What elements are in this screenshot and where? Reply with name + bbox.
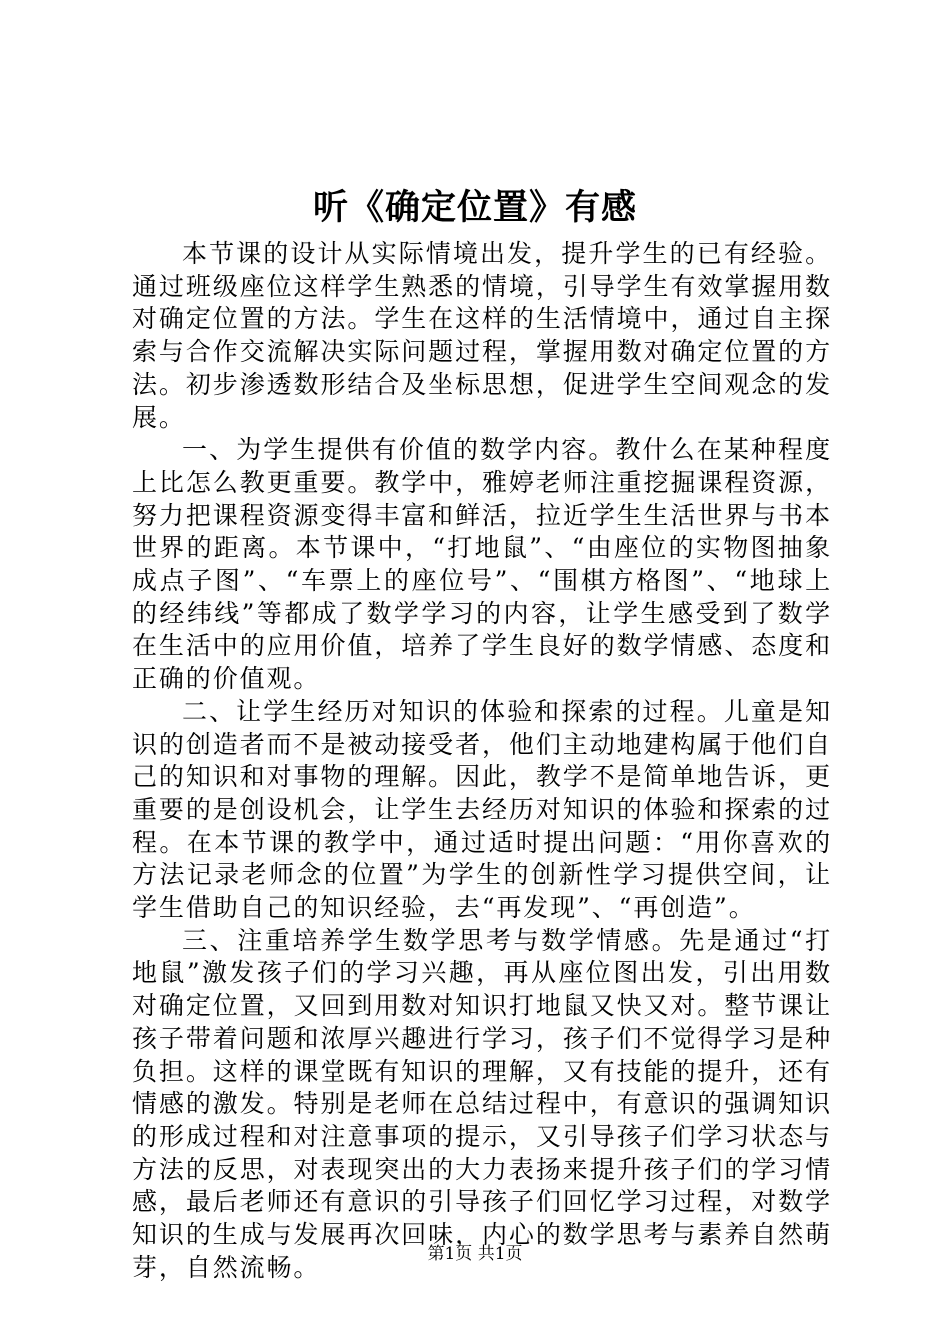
paragraph-point-three: 三、注重培养学生数学思考与数学情感。先是通过“打地鼠”激发孩子们的学习兴趣，再从座位图出发，引出用数对确定位置，又回到用数对知识打地鼠又快又对。整节课让孩子带着问题和浓厚兴趣进行学习，孩子们不觉得学习是种负担。这样的课堂既有知识的理解，又有技能的提升，还有情感的激发。特别是老师在总结过程中，有意识的强调知识的形成过程和对注意事项的提示，又引导孩子们学习状态与方法的反思，对表现突出的大力表扬来提升孩子们的学习情感，最后老师还有意识的引导孩子们回忆学习过程，对数学知识的生成与发展再次回味，内心的数学思考与素养自然萌芽，自然流畅。 xyxy=(132,925,832,1282)
document-title: 听《确定位置》有感 xyxy=(312,188,637,228)
paragraph-point-two: 二、让学生经历对知识的体验和探索的过程。儿童是知识的创造者而不是被动接受者，他们主动地建构属于他们自己的知识和对事物的理解。因此，教学不是简单地告诉，更重要的是创设机会，让学生去经历对知识的体验和探索的过程。在本节课的教学中，通过适时提出问题：“用你喜欢的方法记录老师念的位置”为学生的创新性学习提供空间，让学生借助自己的知识经验，去“再发现”、“再创造”。 xyxy=(132,696,832,923)
document-body xyxy=(132,238,832,1285)
paragraph-point-one: 一、为学生提供有价值的数学内容。教什么在某种程度上比怎么教更重要。教学中，雅婷老师注重挖掘课程资源，努力把课程资源变得丰富和鲜活，拉近学生生活世界与书本世界的距离。本节课中，“打地鼠”、“由座位的实物图抽象成点子图”、“车票上的座位号”、“围棋方格图”、“地球上的经纬线”等都成了数学学习的内容，让学生感受到了数学在生活中的应用价值，培养了学生良好的数学情感、态度和正确的价值观。 xyxy=(132,435,832,694)
page-footer: 第1页 共1页 xyxy=(427,1244,523,1264)
paragraph-intro: 本节课的设计从实际情境出发，提升学生的已有经验。通过班级座位这样学生熟悉的情境，引导学生有效掌握用数对确定位置的方法。学生在这样的生活情境中，通过自主探索与合作交流解决实际问题过程，掌握用数对确定位置的方法。初步渗透数形结合及坐标思想，促进学生空间观念的发展。 xyxy=(132,239,832,432)
